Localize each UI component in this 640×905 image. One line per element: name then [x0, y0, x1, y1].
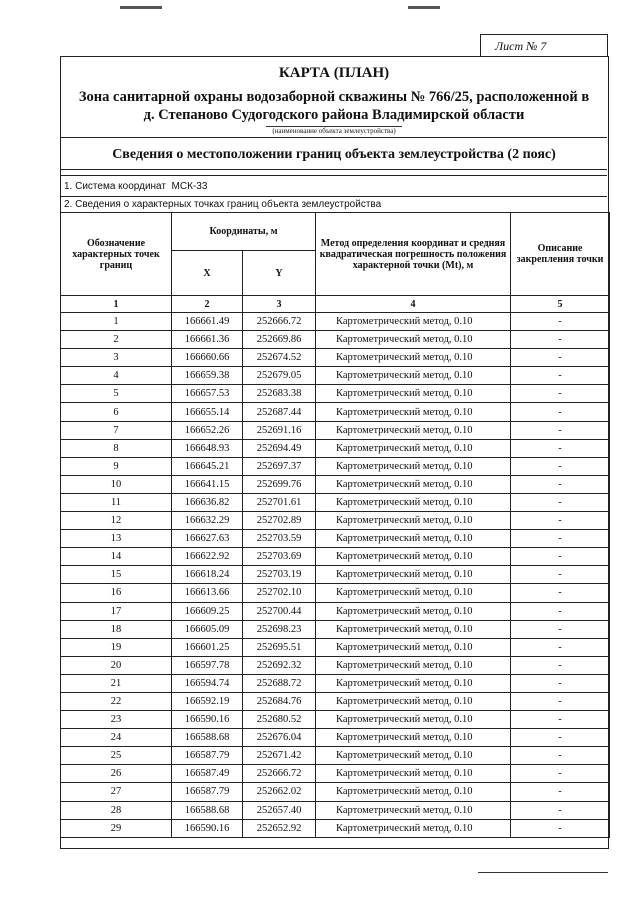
table-row [61, 530, 610, 548]
method-cell: Картометрический метод, 0.10 [316, 783, 511, 801]
table-row [61, 367, 610, 385]
divider [61, 196, 607, 197]
point-number: 21 [61, 674, 172, 692]
x-coordinate: 166648.93 [172, 439, 243, 457]
method-cell: Картометрический метод, 0.10 [316, 548, 511, 566]
column-number: 1 [61, 296, 172, 313]
point-number: 17 [61, 602, 172, 620]
table-row [61, 819, 610, 837]
point-number: 22 [61, 692, 172, 710]
fixing-description: - [511, 801, 610, 819]
table-row [61, 729, 610, 747]
y-coordinate: 252680.52 [243, 711, 316, 729]
x-coordinate: 166660.66 [172, 349, 243, 367]
scan-mark-right [408, 6, 440, 9]
header-coordinates: Координаты, м [172, 213, 316, 251]
method-cell: Картометрический метод, 0.10 [316, 349, 511, 367]
fixing-description: - [511, 421, 610, 439]
table-row [61, 602, 610, 620]
table-row [61, 765, 610, 783]
coord-system-value: МСК-33 [171, 181, 208, 192]
table-row [61, 349, 610, 367]
table-row [61, 692, 610, 710]
x-coordinate: 166590.16 [172, 711, 243, 729]
method-cell: Картометрический метод, 0.10 [316, 367, 511, 385]
y-coordinate: 252666.72 [243, 765, 316, 783]
point-number: 19 [61, 638, 172, 656]
x-coordinate: 166592.19 [172, 692, 243, 710]
header-description: Описание закрепления точки [511, 213, 610, 296]
x-coordinate: 166655.14 [172, 403, 243, 421]
x-coordinate: 166613.66 [172, 584, 243, 602]
fixing-description: - [511, 349, 610, 367]
point-number: 28 [61, 801, 172, 819]
header-y: Y [243, 251, 316, 296]
method-cell: Картометрический метод, 0.10 [316, 602, 511, 620]
method-cell: Картометрический метод, 0.10 [316, 584, 511, 602]
method-cell: Картометрический метод, 0.10 [316, 801, 511, 819]
x-coordinate: 166636.82 [172, 493, 243, 511]
object-name-line-1: Зона санитарной охраны водозаборной скважины № 766/25, расположенной в [78, 89, 590, 105]
table-row [61, 638, 610, 656]
table-row [61, 566, 610, 584]
x-coordinate: 166609.25 [172, 602, 243, 620]
point-number: 15 [61, 566, 172, 584]
y-coordinate: 252679.05 [243, 367, 316, 385]
point-number: 12 [61, 512, 172, 530]
x-coordinate: 166652.26 [172, 421, 243, 439]
y-coordinate: 252698.23 [243, 620, 316, 638]
method-cell: Картометрический метод, 0.10 [316, 385, 511, 403]
y-coordinate: 252703.59 [243, 530, 316, 548]
x-coordinate: 166588.68 [172, 801, 243, 819]
point-number: 11 [61, 493, 172, 511]
table-row [61, 674, 610, 692]
x-coordinate: 166587.79 [172, 783, 243, 801]
header-method: Метод определения координат и средняя квадратическая погрешность положения характерной точки (Mt), м [316, 213, 511, 296]
y-coordinate: 252688.72 [243, 674, 316, 692]
fixing-description: - [511, 331, 610, 349]
fixing-description: - [511, 584, 610, 602]
coord-system-row [64, 181, 207, 192]
x-coordinate: 166659.38 [172, 367, 243, 385]
method-cell: Картометрический метод, 0.10 [316, 313, 511, 331]
y-coordinate: 252669.86 [243, 331, 316, 349]
fixing-description: - [511, 783, 610, 801]
fixing-description: - [511, 548, 610, 566]
table-row [61, 475, 610, 493]
fixing-description: - [511, 638, 610, 656]
point-number: 13 [61, 530, 172, 548]
table-row [61, 656, 610, 674]
y-coordinate: 252703.19 [243, 566, 316, 584]
y-coordinate: 252703.69 [243, 548, 316, 566]
point-number: 16 [61, 584, 172, 602]
table-row [61, 584, 610, 602]
method-cell: Картометрический метод, 0.10 [316, 493, 511, 511]
x-coordinate: 166661.36 [172, 331, 243, 349]
point-number: 5 [61, 385, 172, 403]
x-coordinate: 166587.79 [172, 747, 243, 765]
table-row [61, 711, 610, 729]
method-cell: Картометрический метод, 0.10 [316, 747, 511, 765]
point-number: 14 [61, 548, 172, 566]
fixing-description: - [511, 747, 610, 765]
fixing-description: - [511, 765, 610, 783]
table-row [61, 421, 610, 439]
method-cell: Картометрический метод, 0.10 [316, 421, 511, 439]
header-x: X [172, 251, 243, 296]
method-cell: Картометрический метод, 0.10 [316, 530, 511, 548]
x-coordinate: 166641.15 [172, 475, 243, 493]
y-coordinate: 252652.92 [243, 819, 316, 837]
method-cell: Картометрический метод, 0.10 [316, 819, 511, 837]
fixing-description: - [511, 602, 610, 620]
method-cell: Картометрический метод, 0.10 [316, 566, 511, 584]
point-number: 25 [61, 747, 172, 765]
fixing-description: - [511, 439, 610, 457]
object-name-caption: (наименование объекта землеустройства) [61, 126, 607, 135]
fixing-description: - [511, 475, 610, 493]
fixing-description: - [511, 403, 610, 421]
method-cell: Картометрический метод, 0.10 [316, 475, 511, 493]
method-cell: Картометрический метод, 0.10 [316, 729, 511, 747]
table-row [61, 783, 610, 801]
fixing-description: - [511, 313, 610, 331]
table-row [61, 801, 610, 819]
signature-line [478, 872, 608, 873]
point-number: 18 [61, 620, 172, 638]
method-cell: Картометрический метод, 0.10 [316, 457, 511, 475]
x-coordinate: 166590.16 [172, 819, 243, 837]
table-row [61, 439, 610, 457]
x-coordinate: 166587.49 [172, 765, 243, 783]
point-number: 4 [61, 367, 172, 385]
column-number: 3 [243, 296, 316, 313]
y-coordinate: 252697.37 [243, 457, 316, 475]
x-coordinate: 166645.21 [172, 457, 243, 475]
points-caption: 2. Сведения о характерных точках границ объекта землеустройства [64, 199, 382, 210]
point-number: 6 [61, 403, 172, 421]
fixing-description: - [511, 566, 610, 584]
object-name-line-2: д. Степаново Судогодского района Владимирской области [143, 107, 525, 123]
divider [61, 137, 607, 138]
y-coordinate: 252699.76 [243, 475, 316, 493]
fixing-description: - [511, 692, 610, 710]
method-cell: Картометрический метод, 0.10 [316, 692, 511, 710]
document-title: КАРТА (ПЛАН) [278, 65, 390, 81]
y-coordinate: 252662.02 [243, 783, 316, 801]
point-number: 3 [61, 349, 172, 367]
table-row [61, 331, 610, 349]
y-coordinate: 252666.72 [243, 313, 316, 331]
fixing-description: - [511, 512, 610, 530]
x-coordinate: 166632.29 [172, 512, 243, 530]
x-coordinate: 166588.68 [172, 729, 243, 747]
column-number: 2 [172, 296, 243, 313]
table-row [61, 313, 610, 331]
table-row [61, 747, 610, 765]
fixing-description: - [511, 819, 610, 837]
x-coordinate: 166597.78 [172, 656, 243, 674]
x-coordinate: 166605.09 [172, 620, 243, 638]
x-coordinate: 166627.63 [172, 530, 243, 548]
header-designation: Обозначение характерных точек границ [61, 213, 172, 296]
table-row [61, 548, 610, 566]
y-coordinate: 252701.61 [243, 493, 316, 511]
fixing-description: - [511, 385, 610, 403]
point-number: 10 [61, 475, 172, 493]
method-cell: Картометрический метод, 0.10 [316, 439, 511, 457]
x-coordinate: 166657.53 [172, 385, 243, 403]
point-number: 29 [61, 819, 172, 837]
divider [61, 175, 607, 176]
point-number: 20 [61, 656, 172, 674]
method-cell: Картометрический метод, 0.10 [316, 403, 511, 421]
x-coordinate: 166618.24 [172, 566, 243, 584]
x-coordinate: 166601.25 [172, 638, 243, 656]
table-row [61, 512, 610, 530]
fixing-description: - [511, 367, 610, 385]
y-coordinate: 252684.76 [243, 692, 316, 710]
x-coordinate: 166594.74 [172, 674, 243, 692]
y-coordinate: 252700.44 [243, 602, 316, 620]
method-cell: Картометрический метод, 0.10 [316, 674, 511, 692]
coordinates-table [60, 212, 610, 838]
table-row [61, 493, 610, 511]
y-coordinate: 252687.44 [243, 403, 316, 421]
fixing-description: - [511, 457, 610, 475]
y-coordinate: 252702.10 [243, 584, 316, 602]
point-number: 2 [61, 331, 172, 349]
point-number: 8 [61, 439, 172, 457]
y-coordinate: 252676.04 [243, 729, 316, 747]
x-coordinate: 166622.92 [172, 548, 243, 566]
y-coordinate: 252674.52 [243, 349, 316, 367]
point-number: 23 [61, 711, 172, 729]
fixing-description: - [511, 674, 610, 692]
fixing-description: - [511, 711, 610, 729]
method-cell: Картометрический метод, 0.10 [316, 656, 511, 674]
y-coordinate: 252657.40 [243, 801, 316, 819]
method-cell: Картометрический метод, 0.10 [316, 331, 511, 349]
point-number: 1 [61, 313, 172, 331]
method-cell: Картометрический метод, 0.10 [316, 512, 511, 530]
fixing-description: - [511, 530, 610, 548]
table-row [61, 385, 610, 403]
fixing-description: - [511, 656, 610, 674]
fixing-description: - [511, 620, 610, 638]
scan-mark-left [120, 6, 162, 9]
method-cell: Картометрический метод, 0.10 [316, 620, 511, 638]
point-number: 24 [61, 729, 172, 747]
column-number: 4 [316, 296, 511, 313]
point-number: 9 [61, 457, 172, 475]
x-coordinate: 166661.49 [172, 313, 243, 331]
sheet-number: Лист № 7 [480, 34, 608, 56]
coord-system-label: 1. Система координат [64, 181, 166, 192]
y-coordinate: 252692.32 [243, 656, 316, 674]
method-cell: Картометрический метод, 0.10 [316, 638, 511, 656]
y-coordinate: 252671.42 [243, 747, 316, 765]
section-title: Сведения о местоположении границ объекта землеустройства (2 пояс) [112, 147, 556, 162]
y-coordinate: 252702.89 [243, 512, 316, 530]
y-coordinate: 252691.16 [243, 421, 316, 439]
fixing-description: - [511, 493, 610, 511]
table-row [61, 457, 610, 475]
table-row [61, 620, 610, 638]
point-number: 26 [61, 765, 172, 783]
y-coordinate: 252683.38 [243, 385, 316, 403]
point-number: 7 [61, 421, 172, 439]
y-coordinate: 252695.51 [243, 638, 316, 656]
table-body [61, 313, 610, 838]
y-coordinate: 252694.49 [243, 439, 316, 457]
point-number: 27 [61, 783, 172, 801]
method-cell: Картометрический метод, 0.10 [316, 711, 511, 729]
method-cell: Картометрический метод, 0.10 [316, 765, 511, 783]
table-row [61, 403, 610, 421]
fixing-description: - [511, 729, 610, 747]
column-number: 5 [511, 296, 610, 313]
